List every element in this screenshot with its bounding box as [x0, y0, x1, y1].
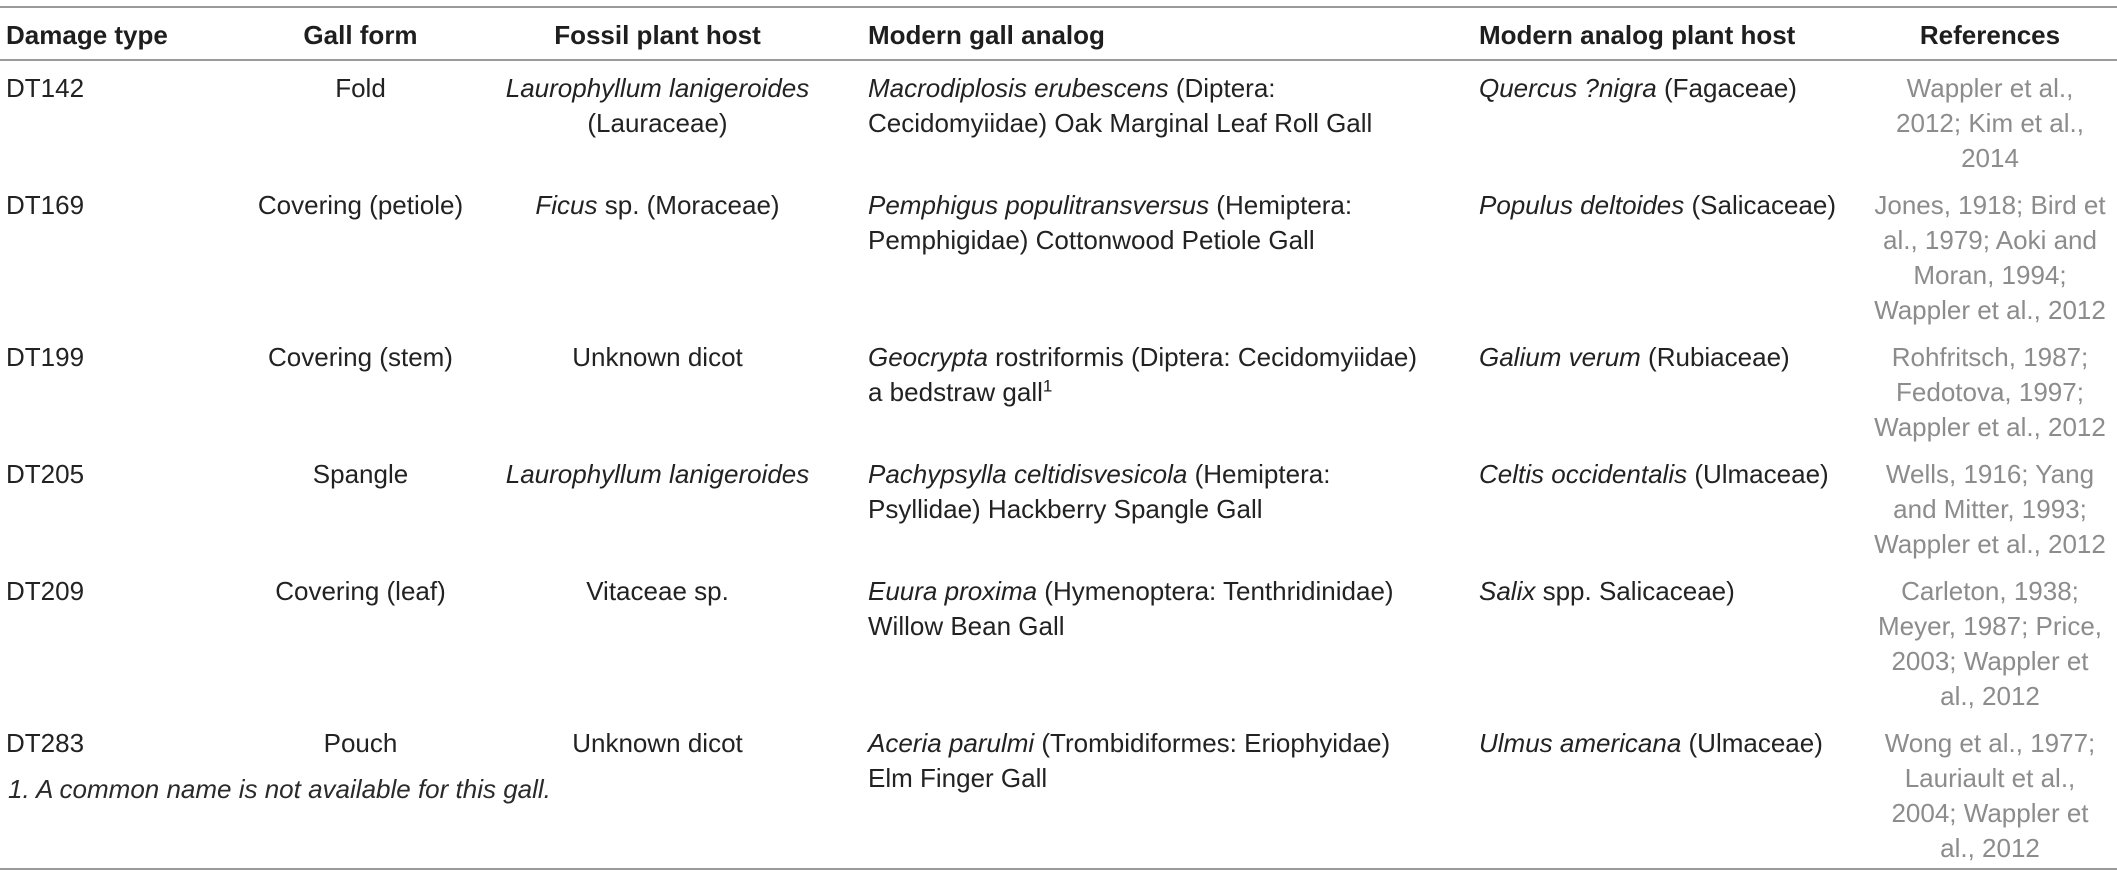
- analog-description: (Trombidiformes: Eriophyidae) Elm Finger Gall: [868, 728, 1391, 793]
- cell-gall-form: Spangle: [312, 459, 409, 489]
- cell-damage-type: DT209: [6, 576, 85, 606]
- cell-fossil-plant-host: [479, 447, 836, 564]
- cell-fossil-plant-host: [479, 60, 836, 178]
- header-gall-form: Gall form: [303, 20, 418, 50]
- analog-description: (Hemiptera: Pemphigidae) Cottonwood Petiole Gall: [868, 190, 1353, 255]
- analog-description: (Diptera: Cecidomyiidae) Oak Marginal Leaf Roll Gall: [868, 73, 1373, 138]
- cell-modern-gall-analog: [836, 60, 1429, 178]
- taxon-name: Euura proxima: [868, 576, 1038, 606]
- cell-modern-gall-analog: [836, 330, 1429, 447]
- taxon-name: Macrodiplosis erubescens: [868, 73, 1169, 103]
- cell-gall-form: Covering (leaf): [275, 576, 446, 606]
- cell-fossil-plant-host: [479, 330, 836, 447]
- cell-damage-type: DT283: [6, 728, 85, 758]
- cell-modern-analog-plant-host: [1429, 178, 1865, 330]
- family-text: (Ulmaceae): [1687, 459, 1829, 489]
- taxon-name: Salix: [1479, 576, 1536, 606]
- table-row: [0, 60, 2117, 178]
- taxon-name: Ficus: [535, 190, 598, 220]
- family-text: (Lauraceae): [587, 108, 728, 138]
- taxon-name: Celtis occidentalis: [1479, 459, 1688, 489]
- family-text: (Fagaceae): [1656, 73, 1797, 103]
- taxon-name: Laurophyllum lanigeroides: [505, 73, 810, 103]
- gall-table: [0, 6, 2117, 870]
- cell-damage-type: DT142: [6, 73, 85, 103]
- taxon-name: Quercus ?nigra: [1479, 73, 1657, 103]
- taxon-name: Pemphigus populitransversus: [868, 190, 1210, 220]
- analog-description: (Hemiptera: Psyllidae) Hackberry Spangle Gall: [868, 459, 1331, 524]
- footnote-marker: 1: [1042, 376, 1053, 396]
- header-row: [0, 7, 2117, 60]
- cell-fossil-plant-host: [479, 564, 836, 716]
- cell-modern-gall-analog: [836, 447, 1429, 564]
- cell-fossil-plant-host: [479, 178, 836, 330]
- family-text: spp. Salicaceae): [1535, 576, 1735, 606]
- taxon-name: Populus deltoides: [1479, 190, 1685, 220]
- analog-description: rostriformis (Diptera: Cecidomyiidae) a bedstraw gall: [868, 342, 1418, 407]
- cell-modern-analog-plant-host: [1429, 447, 1865, 564]
- table-body: [0, 60, 2117, 869]
- family-text: (Rubiaceae): [1640, 342, 1790, 372]
- cell-modern-gall-analog: [836, 564, 1429, 716]
- header-damage-type: Damage type: [6, 20, 168, 50]
- cell-gall-form: Fold: [335, 73, 386, 103]
- table-row: [0, 447, 2117, 564]
- taxon-name: Galium verum: [1479, 342, 1641, 372]
- cell-modern-gall-analog: [836, 716, 1429, 869]
- cell-modern-analog-plant-host: [1429, 60, 1865, 178]
- table-header: [0, 7, 2117, 60]
- cell-references[interactable]: Rohfritsch, 1987; Fedotova, 1997; Wappler et al., 2012: [1874, 342, 2106, 442]
- cell-damage-type: DT199: [6, 342, 85, 372]
- cell-references[interactable]: Jones, 1918; Bird et al., 1979; Aoki and Moran, 1994; Wappler et al., 2012: [1874, 190, 2106, 325]
- family-text: (Ulmaceae): [1681, 728, 1823, 758]
- table-row: [0, 330, 2117, 447]
- cell-references[interactable]: Wong et al., 1977; Lauriault et al., 2004; Wappler et al., 2012: [1884, 728, 2096, 863]
- table-row: [0, 178, 2117, 330]
- header-modern-gall-analog: Modern gall analog: [868, 20, 1105, 50]
- cell-gall-form: Covering (stem): [268, 342, 453, 372]
- taxon-name: Ulmus americana: [1479, 728, 1682, 758]
- family-text: Unknown dicot: [572, 728, 743, 758]
- header-references: References: [1919, 20, 2061, 50]
- cell-gall-form: Pouch: [323, 728, 398, 758]
- header-modern-analog-plant-host: Modern analog plant host: [1479, 20, 1796, 50]
- taxon-name: Pachypsylla celtidisvesicola: [868, 459, 1188, 489]
- cell-modern-analog-plant-host: [1429, 716, 1865, 869]
- cell-references[interactable]: Carleton, 1938; Meyer, 1987; Price, 2003; Wappler et al., 2012: [1878, 576, 2102, 711]
- cell-modern-analog-plant-host: [1429, 564, 1865, 716]
- table-footnote: 1. A common name is not available for this gall.: [8, 774, 551, 804]
- family-text: (Salicaceae): [1684, 190, 1836, 220]
- cell-damage-type: DT169: [6, 190, 85, 220]
- cell-damage-type: DT205: [6, 459, 85, 489]
- header-fossil-plant-host: Fossil plant host: [554, 20, 761, 50]
- taxon-name: Geocrypta: [868, 342, 988, 372]
- cell-modern-gall-analog: [836, 178, 1429, 330]
- taxon-name: Laurophyllum lanigeroides: [505, 459, 810, 489]
- family-text: sp. (Moraceae): [597, 190, 780, 220]
- family-text: Vitaceae sp.: [586, 576, 729, 606]
- table-row: [0, 564, 2117, 716]
- analog-description: (Hymenoptera: Tenthridinidae) Willow Bean Gall: [868, 576, 1394, 641]
- cell-modern-analog-plant-host: [1429, 330, 1865, 447]
- cell-references[interactable]: Wappler et al., 2012; Kim et al., 2014: [1896, 73, 2084, 173]
- cell-references[interactable]: Wells, 1916; Yang and Mitter, 1993; Wappler et al., 2012: [1874, 459, 2106, 559]
- cell-gall-form: Covering (petiole): [257, 190, 464, 220]
- taxon-name: Aceria parulmi: [868, 728, 1035, 758]
- family-text: Unknown dicot: [572, 342, 743, 372]
